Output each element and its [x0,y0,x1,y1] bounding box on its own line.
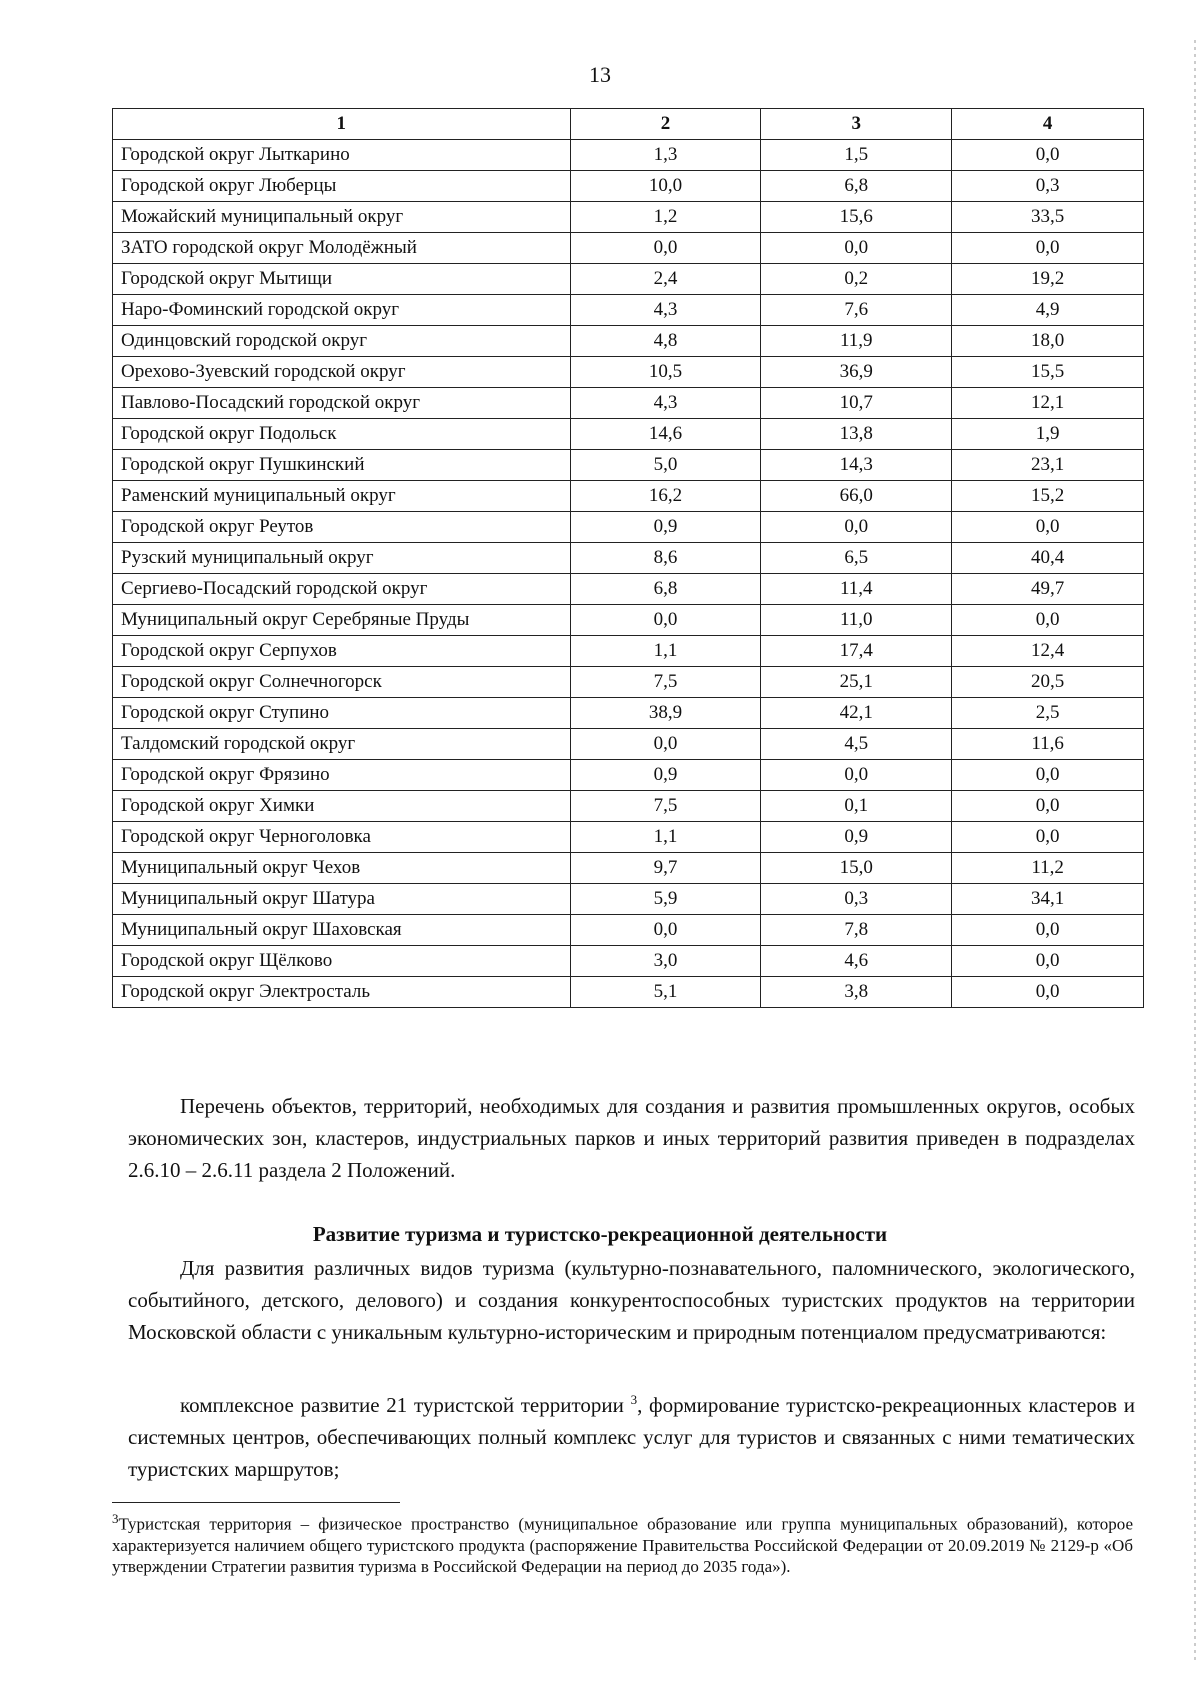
value-cell-col2: 0,0 [570,233,761,264]
value-cell-col3: 4,6 [761,946,952,977]
table-row [113,450,1144,481]
value-cell-col4: 1,9 [952,419,1144,450]
table-row [113,915,1144,946]
value-cell-col3: 10,7 [761,388,952,419]
value-cell-col4: 40,4 [952,543,1144,574]
table-row [113,512,1144,543]
value-cell-col3: 0,0 [761,512,952,543]
table-row [113,760,1144,791]
value-cell-col4: 49,7 [952,574,1144,605]
value-cell-col4: 0,0 [952,140,1144,171]
value-cell-col3: 66,0 [761,481,952,512]
scan-edge [1194,40,1196,1660]
district-name-cell: Муниципальный округ Шатура [113,884,571,915]
value-cell-col2: 1,3 [570,140,761,171]
value-cell-col2: 5,0 [570,450,761,481]
paragraph-complex-end: , формирование туристско-рекреационных кластеров и системных центров, обеспечивающих полный комплекс услуг для туристов и связанных с ними тематических туристских маршрутов; [128,1393,1135,1481]
value-cell-col3: 0,1 [761,791,952,822]
column-header: 4 [952,109,1144,140]
value-cell-col2: 4,3 [570,295,761,326]
paragraph-complex-start: комплексное развитие 21 туристской территории [180,1393,624,1417]
table-row [113,853,1144,884]
table-row [113,636,1144,667]
table-row [113,140,1144,171]
value-cell-col3: 0,0 [761,233,952,264]
value-cell-col4: 0,0 [952,791,1144,822]
value-cell-col3: 17,4 [761,636,952,667]
district-name-cell: Одинцовский городской округ [113,326,571,357]
value-cell-col4: 34,1 [952,884,1144,915]
page-number: 13 [589,62,611,87]
column-header: 3 [761,109,952,140]
value-cell-col4: 0,0 [952,605,1144,636]
table-row [113,171,1144,202]
district-name-cell: Городской округ Черноголовка [113,822,571,853]
table-row [113,977,1144,1008]
value-cell-col2: 1,2 [570,202,761,233]
value-cell-col4: 2,5 [952,698,1144,729]
table-row [113,419,1144,450]
table-row [113,574,1144,605]
district-name-cell: Городской округ Фрязино [113,760,571,791]
footnote-number: 3 [112,1511,119,1526]
table-row [113,295,1144,326]
value-cell-col3: 15,0 [761,853,952,884]
district-name-cell: Городской округ Химки [113,791,571,822]
value-cell-col3: 13,8 [761,419,952,450]
value-cell-col2: 10,5 [570,357,761,388]
value-cell-col2: 0,0 [570,605,761,636]
value-cell-col3: 6,8 [761,171,952,202]
value-cell-col4: 19,2 [952,264,1144,295]
table-row [113,822,1144,853]
value-cell-col2: 0,0 [570,915,761,946]
table-row [113,605,1144,636]
table-row [113,729,1144,760]
section-heading: Развитие туризма и туристско-рекреационной деятельности [312,1222,888,1246]
district-name-cell: Городской округ Подольск [113,419,571,450]
value-cell-col4: 0,0 [952,915,1144,946]
value-cell-col2: 4,8 [570,326,761,357]
column-header: 2 [570,109,761,140]
value-cell-col2: 38,9 [570,698,761,729]
data-table [112,108,1144,1008]
paragraph-list: Перечень объектов, территорий, необходимых для создания и развития промышленных округов, особых экономических зон, кластеров, индустриальных парков и иных территорий развития приведен в подразделах 2.6.10 – 2.6.11 раздела 2 Положений. [128,1094,1135,1182]
value-cell-col2: 9,7 [570,853,761,884]
table-row [113,233,1144,264]
district-name-cell: Наро-Фоминский городской округ [113,295,571,326]
value-cell-col2: 7,5 [570,667,761,698]
district-name-cell: Можайский муниципальный округ [113,202,571,233]
value-cell-col4: 33,5 [952,202,1144,233]
value-cell-col3: 6,5 [761,543,952,574]
district-name-cell: Муниципальный округ Чехов [113,853,571,884]
value-cell-col3: 1,5 [761,140,952,171]
table-row [113,667,1144,698]
value-cell-col4: 12,4 [952,636,1144,667]
value-cell-col2: 7,5 [570,791,761,822]
table-row [113,481,1144,512]
table-row [113,388,1144,419]
district-name-cell: Городской округ Электросталь [113,977,571,1008]
value-cell-col4: 23,1 [952,450,1144,481]
footnote-text: Туристская территория – физическое пространство (муниципальное образование или группа муниципальных образований), которое характеризуется наличием общего туристского продукта (распоряжение Правительства Российской Федерации от 20.09.2019 № 2129-р «Об утверждении Стратегии развития туризма в Российской Федерации на период до 2035 года»). [112,1514,1133,1576]
table-row [113,264,1144,295]
value-cell-col3: 0,2 [761,264,952,295]
value-cell-col2: 5,1 [570,977,761,1008]
district-name-cell: Городской округ Реутов [113,512,571,543]
table-body [113,140,1144,1008]
value-cell-col3: 7,8 [761,915,952,946]
value-cell-col4: 15,5 [952,357,1144,388]
table-row [113,357,1144,388]
district-name-cell: Раменский муниципальный округ [113,481,571,512]
table-row [113,698,1144,729]
value-cell-col4: 4,9 [952,295,1144,326]
value-cell-col4: 0,0 [952,760,1144,791]
district-name-cell: Городской округ Солнечногорск [113,667,571,698]
value-cell-col3: 42,1 [761,698,952,729]
column-header: 1 [113,109,571,140]
value-cell-col4: 0,0 [952,233,1144,264]
value-cell-col4: 0,0 [952,512,1144,543]
value-cell-col4: 11,2 [952,853,1144,884]
value-cell-col4: 0,0 [952,977,1144,1008]
district-name-cell: Городской округ Люберцы [113,171,571,202]
value-cell-col4: 0,0 [952,822,1144,853]
district-name-cell: Муниципальный округ Шаховская [113,915,571,946]
district-name-cell: Городской округ Ступино [113,698,571,729]
value-cell-col3: 11,0 [761,605,952,636]
district-name-cell: Рузский муниципальный округ [113,543,571,574]
value-cell-col2: 1,1 [570,822,761,853]
district-name-cell: Городской округ Лыткарино [113,140,571,171]
value-cell-col3: 0,0 [761,760,952,791]
district-name-cell: Городской округ Серпухов [113,636,571,667]
value-cell-col3: 0,9 [761,822,952,853]
district-name-cell: Городской округ Пушкинский [113,450,571,481]
value-cell-col2: 14,6 [570,419,761,450]
value-cell-col3: 11,9 [761,326,952,357]
value-cell-col3: 15,6 [761,202,952,233]
value-cell-col4: 18,0 [952,326,1144,357]
table-row [113,884,1144,915]
value-cell-col4: 11,6 [952,729,1144,760]
paragraph-complex [128,1384,1135,1485]
value-cell-col3: 14,3 [761,450,952,481]
table-row [113,791,1144,822]
footnote [112,1508,1133,1577]
district-name-cell: Городской округ Щёлково [113,946,571,977]
value-cell-col3: 0,3 [761,884,952,915]
district-name-cell: Талдомский городской округ [113,729,571,760]
table-row [113,946,1144,977]
table-row [113,202,1144,233]
value-cell-col3: 4,5 [761,729,952,760]
value-cell-col2: 0,9 [570,760,761,791]
value-cell-col3: 3,8 [761,977,952,1008]
value-cell-col2: 10,0 [570,171,761,202]
district-name-cell: Павлово-Посадский городской округ [113,388,571,419]
value-cell-col2: 8,6 [570,543,761,574]
value-cell-col3: 36,9 [761,357,952,388]
footnote-separator [112,1502,400,1503]
value-cell-col2: 2,4 [570,264,761,295]
value-cell-col2: 3,0 [570,946,761,977]
value-cell-col2: 0,0 [570,729,761,760]
table-header-row [113,109,1144,140]
value-cell-col3: 11,4 [761,574,952,605]
value-cell-col3: 25,1 [761,667,952,698]
value-cell-col4: 0,0 [952,946,1144,977]
value-cell-col2: 1,1 [570,636,761,667]
district-name-cell: Сергиево-Посадский городской округ [113,574,571,605]
value-cell-col4: 15,2 [952,481,1144,512]
district-name-cell: Городской округ Мытищи [113,264,571,295]
value-cell-col4: 12,1 [952,388,1144,419]
footnote-reference: 3 [630,1392,638,1407]
value-cell-col2: 16,2 [570,481,761,512]
value-cell-col2: 5,9 [570,884,761,915]
value-cell-col4: 0,3 [952,171,1144,202]
district-name-cell: Муниципальный округ Серебряные Пруды [113,605,571,636]
table-row [113,543,1144,574]
district-name-cell: ЗАТО городской округ Молодёжный [113,233,571,264]
value-cell-col2: 4,3 [570,388,761,419]
district-name-cell: Орехово-Зуевский городской округ [113,357,571,388]
paragraph-tourism: Для развития различных видов туризма (культурно-познавательного, паломнического, экологического, событийного, детского, делового) и создания конкурентоспособных туристских продуктов на территории Московской области с уникальным культурно-историческим и природным потенциалом предусматриваются: [128,1256,1135,1344]
value-cell-col3: 7,6 [761,295,952,326]
value-cell-col4: 20,5 [952,667,1144,698]
table-row [113,326,1144,357]
value-cell-col2: 6,8 [570,574,761,605]
value-cell-col2: 0,9 [570,512,761,543]
